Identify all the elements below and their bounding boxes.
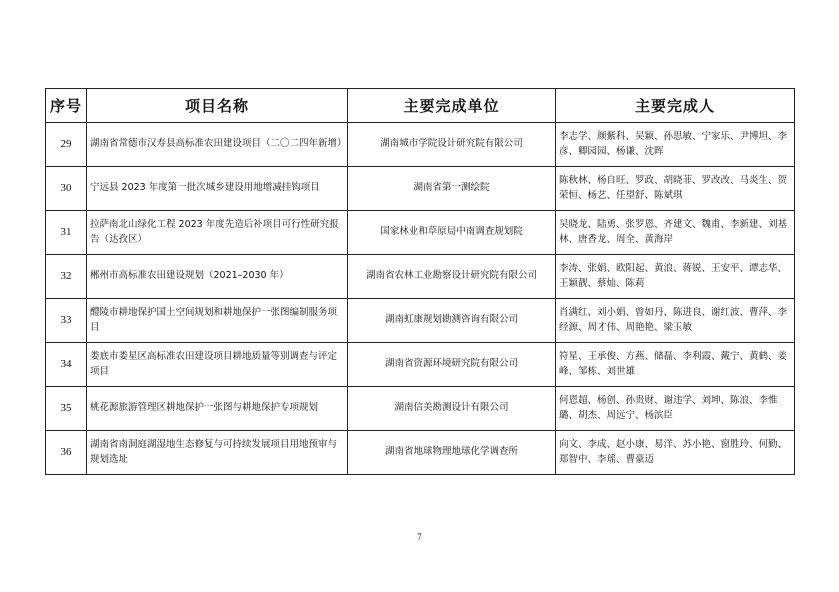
cell-completion-unit: 国家林业和草原局中南调查规划院 xyxy=(348,211,556,255)
cell-completion-unit: 湖南省资源环境研究院有限公司 xyxy=(348,343,556,387)
cell-completion-people: 李志学、颜紫科、吴颖、孙思敏、宁家乐、尹博坦、李彦、卿园园、杨谦、沈晖 xyxy=(556,123,795,167)
project-table xyxy=(45,88,795,475)
cell-project-name: 宁远县 2023 年度第一批次城乡建设用地增减挂钩项目 xyxy=(87,167,348,211)
cell-project-name: 郴州市高标准农田建设规划（2021–2030 年） xyxy=(87,255,348,299)
table-row xyxy=(46,167,795,211)
table-row xyxy=(46,343,795,387)
table-row xyxy=(46,123,795,167)
header-serial-number: 序号 xyxy=(46,89,87,123)
cell-serial-number: 30 xyxy=(46,167,87,211)
cell-completion-people: 陈秋林、杨自旺、罗政、胡晓菲、罗改改、马炎生、贺荣恒、杨艺、任望舒、陈斌琪 xyxy=(556,167,795,211)
cell-serial-number: 35 xyxy=(46,387,87,431)
cell-completion-people: 向文、李成、赵小康、易洋、苏小艳、窗胜玲、何勤、郑智中、李瑶、曹豪迈 xyxy=(556,431,795,475)
cell-project-name: 湖南省常德市汉寿县高标准农田建设项目（二〇二四年新增） xyxy=(87,123,348,167)
cell-project-name: 醴陵市耕地保护国土空间规划和耕地保护一张图编制服务项目 xyxy=(87,299,348,343)
cell-completion-people: 肖满红、刘小娟、曾如丹、陈进良、谢红波、曹萍、李经源、周才伟、周艳艳、梁玉敏 xyxy=(556,299,795,343)
table-row xyxy=(46,387,795,431)
table-header-row xyxy=(46,89,795,123)
cell-completion-unit: 湖南省第一测绘院 xyxy=(348,167,556,211)
cell-project-name: 拉萨南北山绿化工程 2023 年度先造后补项目可行性研究报告（达孜区） xyxy=(87,211,348,255)
table-row xyxy=(46,211,795,255)
cell-serial-number: 32 xyxy=(46,255,87,299)
cell-serial-number: 33 xyxy=(46,299,87,343)
table-row xyxy=(46,299,795,343)
table-row xyxy=(46,431,795,475)
cell-serial-number: 29 xyxy=(46,123,87,167)
cell-serial-number: 31 xyxy=(46,211,87,255)
cell-completion-unit: 湖南城市学院设计研究院有限公司 xyxy=(348,123,556,167)
cell-project-name: 桃花源旅游管理区耕地保护一张图与耕地保护专项规划 xyxy=(87,387,348,431)
table-row xyxy=(46,255,795,299)
cell-completion-people: 李涛、张娟、欧阳起、黄浪、蒋锐、王安平、谭志华、王颖靓、蔡灿、陈莉 xyxy=(556,255,795,299)
cell-completion-people: 吴晓龙、陆勇、张罗恩、齐建文、魏甫、李新建、刘基林、唐香龙、周全、黄海岸 xyxy=(556,211,795,255)
page-number: 7 xyxy=(417,532,422,542)
cell-completion-unit: 湖南省农林工业勘察设计研究院有限公司 xyxy=(348,255,556,299)
header-project-name: 项目名称 xyxy=(87,89,348,123)
cell-completion-people: 符星、王承俊、方燕、储磊、李利霞、戴宁、黄鹤、姜峰、邹栋、刘世雄 xyxy=(556,343,795,387)
cell-completion-unit: 湖南虹康规划勘测咨询有限公司 xyxy=(348,299,556,343)
header-completion-unit: 主要完成单位 xyxy=(348,89,556,123)
cell-completion-people: 何恩超、杨创、孙贵财、谢违学、刘坤、陈浪、李惟璐、胡杰、周远宁、杨滨臣 xyxy=(556,387,795,431)
cell-serial-number: 36 xyxy=(46,431,87,475)
cell-completion-unit: 湖南信美勘测设计有限公司 xyxy=(348,387,556,431)
cell-project-name: 湖南省南洞庭湖湿地生态修复与可持续发展项目用地预审与规划选址 xyxy=(87,431,348,475)
cell-completion-unit: 湖南省地球物理地球化学调查所 xyxy=(348,431,556,475)
cell-serial-number: 34 xyxy=(46,343,87,387)
header-completion-people: 主要完成人 xyxy=(556,89,795,123)
cell-project-name: 娄底市娄星区高标准农田建设项目耕地质量等别调查与评定项目 xyxy=(87,343,348,387)
